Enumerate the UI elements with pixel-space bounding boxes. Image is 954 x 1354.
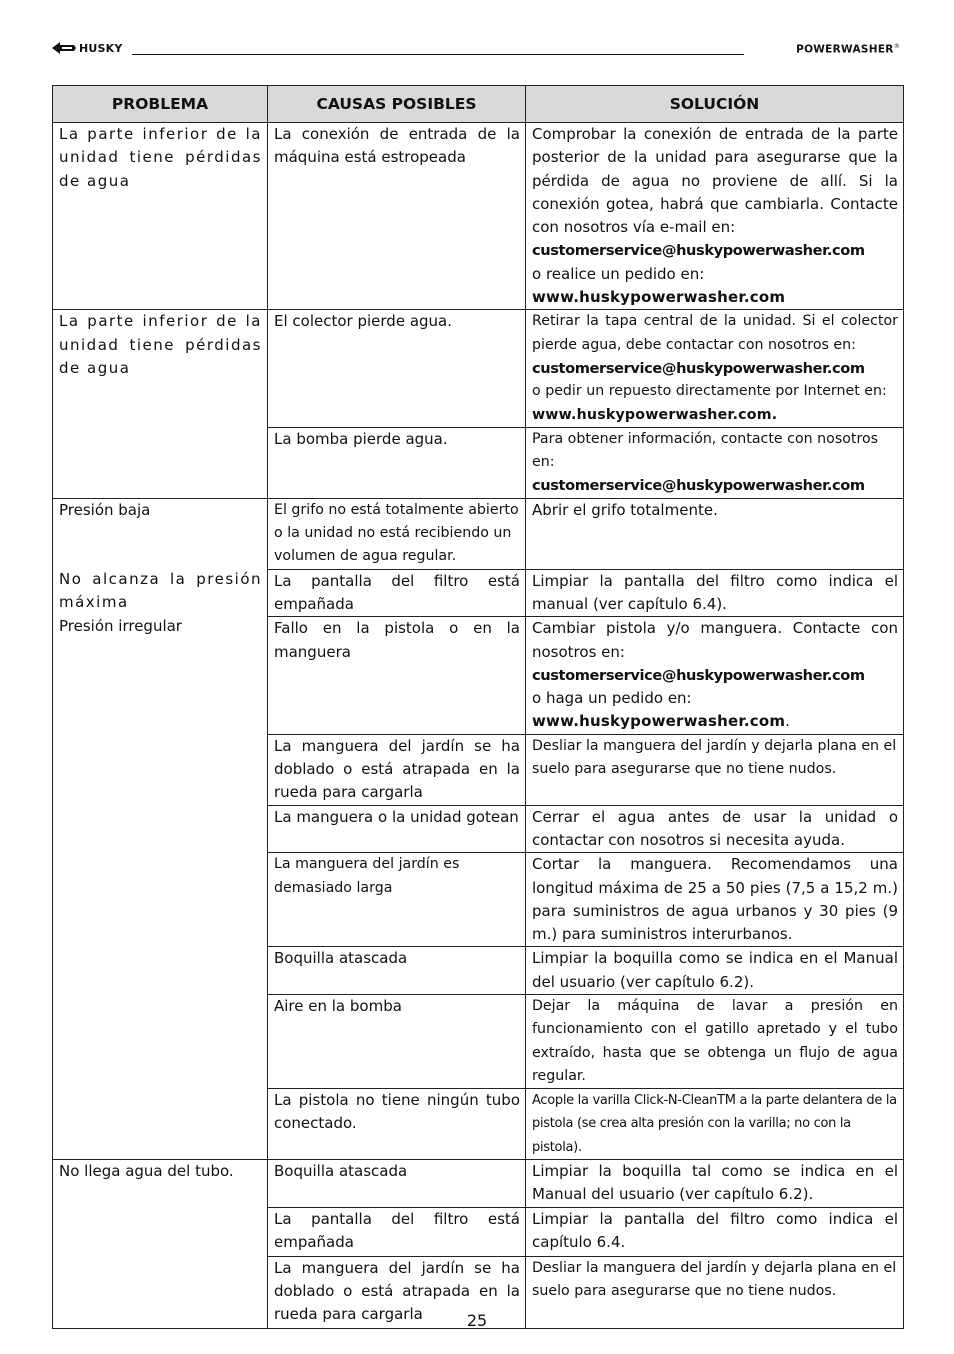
- email-link[interactable]: customerservice@huskypowerwasher.com: [532, 666, 865, 684]
- solution-text: Cambiar pistola y/o manguera. Contacte con nosotros en:: [532, 619, 898, 661]
- solution-cell: Limpiar la boquilla tal como se indica en el Manual del usuario (ver capítulo 6.2).: [526, 1160, 904, 1208]
- solution-cell: Acople la varilla Click-N-CleanTM a la parte delantera de la pistola (se crea alta presión con la varilla; no con la pistola).: [526, 1089, 904, 1160]
- cause-cell: El colector pierde agua.: [268, 310, 526, 427]
- logo-text: HUSKY: [79, 41, 123, 55]
- cause-cell: La manguera del jardín se ha doblado o está atrapada en la rueda para cargarla: [268, 734, 526, 805]
- cause-cell: La pantalla del filtro está empañada: [268, 1207, 526, 1256]
- problem-text: Presión baja: [59, 500, 151, 519]
- email-link[interactable]: customerservice@huskypowerwasher.com: [532, 477, 865, 495]
- problem-text: No alcanza la presión máxima: [59, 570, 262, 612]
- solution-cell: [526, 123, 904, 310]
- solution-text: Para obtener información, contacte con nosotros en:: [532, 430, 879, 471]
- solution-text: o pedir un repuesto directamente por Internet en:: [532, 383, 887, 400]
- troubleshooting-table: [52, 85, 904, 1329]
- solution-text: Retirar la tapa central de la unidad. Si el colector pierde agua, debe contactar con nosotros en:: [532, 313, 898, 353]
- solution-cell: Limpiar la boquilla como se indica en el Manual del usuario (ver capítulo 6.2).: [526, 947, 904, 995]
- husky-logo: [52, 41, 123, 55]
- problem-text: Presión irregular: [59, 616, 182, 635]
- email-link[interactable]: customerservice@huskypowerwasher.com: [532, 242, 865, 260]
- website-link[interactable]: www.huskypowerwasher.com: [532, 712, 786, 731]
- col-header-problema: PROBLEMA: [53, 86, 268, 123]
- solution-text: o realice un pedido en:: [532, 264, 705, 283]
- table-row: [53, 310, 904, 427]
- solution-cell: [526, 617, 904, 734]
- problem-cell: [53, 498, 268, 1159]
- cause-cell: Fallo en la pistola o en la manguera: [268, 617, 526, 734]
- header-rule: [132, 54, 744, 55]
- cause-cell: La bomba pierde agua.: [268, 427, 526, 498]
- solution-cell: Cerrar el agua antes de usar la unidad o contactar con nosotros si necesita ayuda.: [526, 805, 904, 853]
- brand-name: [796, 43, 900, 56]
- cause-cell: La pistola no tiene ningún tubo conectado.: [268, 1089, 526, 1160]
- cause-cell: La manguera o la unidad gotean: [268, 805, 526, 853]
- table-header-row: [53, 86, 904, 123]
- col-header-causas: CAUSAS POSIBLES: [268, 86, 526, 123]
- website-link[interactable]: www.huskypowerwasher.com: [532, 288, 786, 307]
- cause-cell: Boquilla atascada: [268, 1160, 526, 1208]
- solution-cell: [526, 310, 904, 427]
- cause-cell: La manguera del jardín es demasiado larga: [268, 853, 526, 947]
- solution-cell: Limpiar la pantalla del filtro como indica el manual (ver capítulo 6.4).: [526, 569, 904, 617]
- cause-cell: La pantalla del filtro está empañada: [268, 569, 526, 617]
- page-header: [52, 40, 902, 58]
- spacer: [59, 522, 262, 568]
- solution-cell: [526, 427, 904, 498]
- solution-cell: Dejar la máquina de lavar a presión en funcionamiento con el gatillo apretado y el tubo extraído, hasta que se obtenga un flujo de agua regular.: [526, 994, 904, 1088]
- table-row: [53, 1160, 904, 1208]
- cause-cell: Boquilla atascada: [268, 947, 526, 995]
- solution-cell: Abrir el grifo totalmente.: [526, 498, 904, 569]
- solution-cell: Limpiar la pantalla del filtro como indica el capítulo 6.4.: [526, 1207, 904, 1256]
- solution-cell: Cortar la manguera. Recomendamos una longitud máxima de 25 a 50 pies (7,5 a 15,2 m.) para suministros de agua urbanos y 30 pies (9 m.) para suministros interurbanos.: [526, 853, 904, 947]
- table-row: [53, 498, 904, 569]
- husky-arrow-icon: [52, 41, 76, 55]
- problem-cell: No llega agua del tubo.: [53, 1160, 268, 1329]
- brand-text: POWERWASHER: [796, 43, 894, 56]
- website-link[interactable]: www.huskypowerwasher.com.: [532, 406, 778, 423]
- problem-cell: La parte inferior de la unidad tiene pérdidas de agua: [53, 310, 268, 498]
- registered-mark: ®: [893, 43, 900, 50]
- col-header-solucion: SOLUCIÓN: [526, 86, 904, 123]
- cause-cell: Aire en la bomba: [268, 994, 526, 1088]
- cause-cell: La conexión de entrada de la máquina está estropeada: [268, 123, 526, 310]
- cause-cell: La manguera del jardín se ha doblado o está atrapada en la rueda para cargarla: [268, 1256, 526, 1328]
- solution-cell: Desliar la manguera del jardín y dejarla plana en el suelo para asegurarse que no tiene nudos.: [526, 734, 904, 805]
- page-number: 25: [466, 1311, 488, 1330]
- table-row: [53, 123, 904, 310]
- cause-cell: El grifo no está totalmente abierto o la unidad no está recibiendo un volumen de agua regular.: [268, 498, 526, 569]
- problem-cell: La parte inferior de la unidad tiene pérdidas de agua: [53, 123, 268, 310]
- solution-text: o haga un pedido en:: [532, 689, 692, 708]
- email-link[interactable]: customerservice@huskypowerwasher.com: [532, 359, 865, 377]
- solution-cell: Desliar la manguera del jardín y dejarla plana en el suelo para asegurarse que no tiene nudos.: [526, 1256, 904, 1328]
- period: .: [785, 712, 790, 731]
- solution-text: Comprobar la conexión de entrada de la parte posterior de la unidad para asegurarse que la pérdida de agua no proviene de allí. Si la conexión gotea, habrá que cambiarla. Contacte con nosotros vía e-mail en:: [532, 125, 898, 237]
